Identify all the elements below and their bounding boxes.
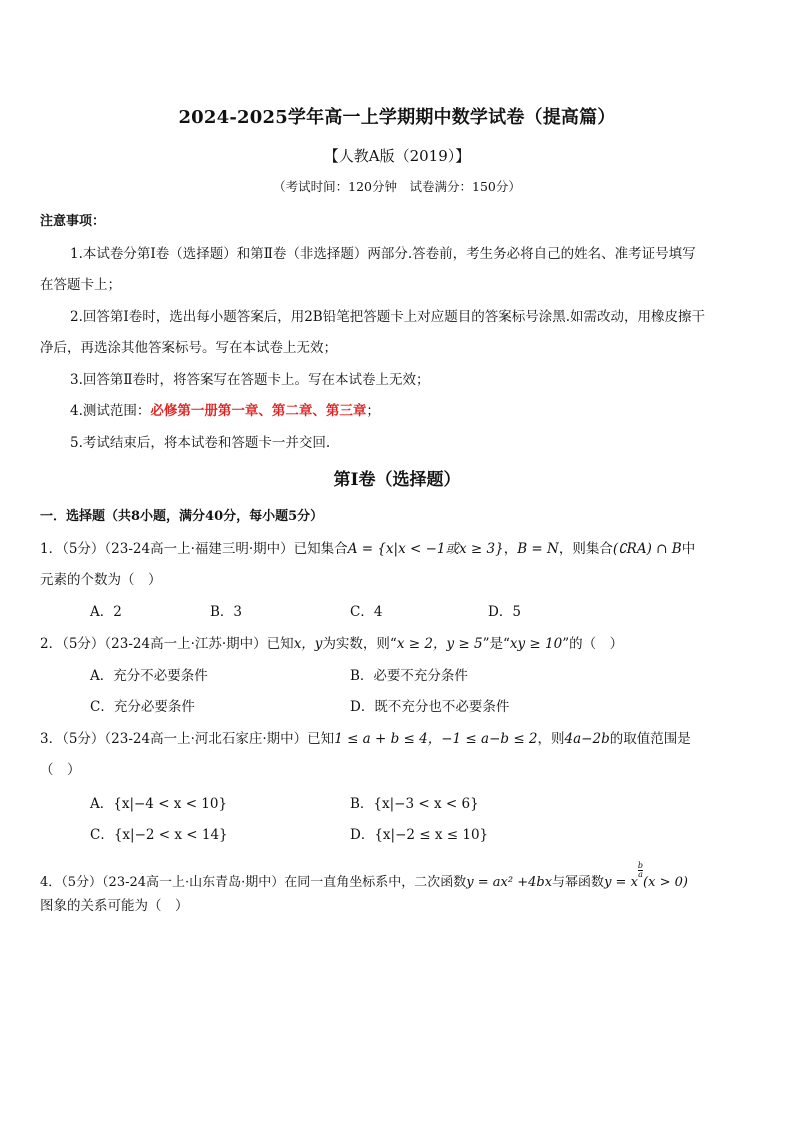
q1-math-set-b: B = N: [517, 541, 559, 557]
q2-math-cond: x ≥ 2，y ≥ 5: [396, 636, 483, 652]
notice-item-2-line-1: 2.回答第Ⅰ卷时，选出每小题答案后，用2B铅笔把答题卡上对应题目的答案标号涂黑.如需改动，用橡皮擦干: [70, 309, 706, 325]
edition-label: 【人教A版（2019）】: [323, 147, 471, 165]
q2-option-c: C．充分必要条件: [90, 699, 195, 715]
q4-text-a: 4．（5分）（23-24高一上·山东青岛·期中）在同一直角坐标系中，二次函数: [40, 875, 467, 890]
question-3-stem: [40, 727, 691, 747]
q3-text-a: 3．（5分）（23-24高一上·河北石家庄·期中）已知: [40, 731, 335, 747]
q2-option-a: A．充分不必要条件: [90, 668, 208, 684]
q3-option-d: D．{x|−2 ≤ x ≤ 10}: [350, 827, 489, 843]
q1-option-a: A．2: [90, 604, 122, 620]
q1-option-d: D．5: [488, 604, 521, 620]
q4-math-quadratic: y = ax² +4bx: [466, 875, 553, 890]
q3-option-a: A．{x|−4 < x < 10}: [90, 796, 228, 812]
q1-text-d: 中: [681, 541, 696, 557]
exam-info: （考试时间：120分钟 试卷满分：150分）: [273, 179, 521, 194]
question-1-stem: [40, 537, 695, 557]
q2-option-d: D．既不充分也不必要条件: [350, 699, 510, 715]
test-range: 必修第一册第一章、第二章、第三章: [150, 403, 367, 419]
q1-option-b: B．3: [210, 604, 243, 620]
q1-text-c: ，则集合: [558, 541, 613, 557]
q3-text-b: ，则: [537, 731, 565, 747]
q1-text-b: ，: [503, 541, 518, 557]
question-4-stem-line-2: 图象的关系可能为（ ）: [40, 898, 189, 914]
section-title: 第Ⅰ卷（选择题）: [333, 470, 461, 490]
part-heading: 一．选择题（共8小题，满分40分，每小题5分）: [40, 509, 324, 524]
q4-exponent-denominator: a: [638, 870, 643, 879]
question-4-stem: [40, 862, 688, 890]
q4-text-b: 与幂函数: [552, 875, 605, 890]
q1-math-expr: (∁RA) ∩ B: [612, 541, 682, 557]
notice-item-1-line-1: 1.本试卷分第Ⅰ卷（选择题）和第Ⅱ卷（非选择题）两部分.答卷前，考生务必将自己的姓名、准考证号填写: [70, 246, 696, 262]
q2-text-d: ”的（ ）: [562, 636, 624, 652]
notice-item-5: 5.考试结束后，将本试卷和答题卡一并交回.: [70, 435, 331, 451]
question-1-stem-line-2: 元素的个数为（ ）: [40, 572, 162, 588]
q2-math-result: xy ≥ 10: [509, 636, 563, 652]
q3-option-c: C．{x|−2 < x < 14}: [90, 827, 228, 843]
q3-text-c: 的取值范围是: [609, 731, 691, 747]
notice-item-4-prefix: 4.测试范围：: [70, 403, 151, 419]
notice-item-3: 3.回答第Ⅱ卷时，将答案写在答题卡上。写在本试卷上无效；: [70, 372, 430, 388]
exam-title: 2024-2025学年高一上学期期中数学试卷（提高篇）: [178, 107, 616, 128]
q2-text-a: 2．（5分）（23-24高一上·江苏·期中）已知: [40, 636, 294, 652]
q3-math-conditions: 1 ≤ a + b ≤ 4，−1 ≤ a−b ≤ 2: [334, 731, 538, 747]
question-2-stem: [40, 632, 623, 652]
q4-math-domain: (x > 0): [643, 875, 688, 890]
q2-math-vars: x，y: [293, 636, 323, 652]
question-3-stem-line-2: （ ）: [40, 762, 81, 778]
q1-text-a: 1．（5分）（23-24高一上·福建三明·期中）已知集合: [40, 541, 348, 557]
q2-text-c: ”是“: [482, 636, 510, 652]
notice-heading: 注意事项：: [40, 214, 106, 229]
q1-math-set-a: A = {x|x < −1或x ≥ 3}: [347, 541, 504, 557]
notice-item-4: [70, 399, 380, 419]
notice-item-4-suffix: ；: [366, 403, 380, 419]
q1-option-c: C．4: [350, 604, 383, 620]
q4-exponent-numerator: b: [637, 861, 644, 870]
q3-option-b: B．{x|−3 < x < 6}: [350, 796, 479, 812]
q3-math-expr: 4a−2b: [564, 731, 610, 747]
q2-text-b: 为实数，则“: [322, 636, 397, 652]
q4-math-power-base: y = x: [604, 875, 638, 890]
notice-item-1-line-2: 在答题卡上；: [40, 277, 121, 293]
q2-option-b: B．必要不充分条件: [350, 668, 468, 684]
notice-item-2-line-2: 净后，再选涂其他答案标号。写在本试卷上无效；: [40, 340, 337, 356]
